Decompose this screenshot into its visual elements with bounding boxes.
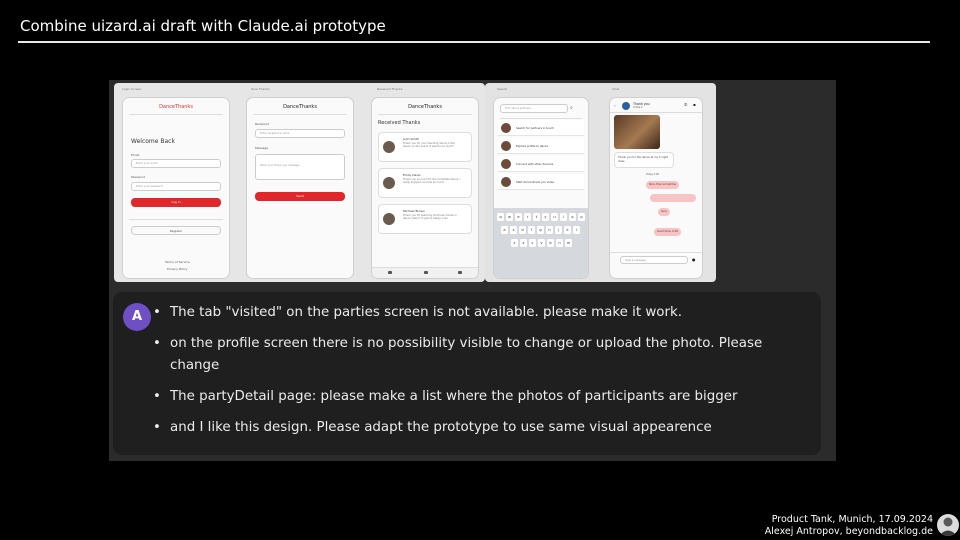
keyboard-key[interactable]: b [547, 239, 554, 247]
card-text: Thank you for teaching me those moves in dance class! I'm just so happy now! [403, 214, 457, 220]
keyboard-key[interactable]: o [569, 213, 576, 221]
keyboard-key[interactable]: r [524, 213, 531, 221]
video-icon[interactable]: ▪ [693, 102, 696, 107]
recipient-field[interactable]: Enter recipient's name [255, 129, 345, 138]
message-bullet: • on the profile screen there is no possibility visible to change or upload the photo. Please change [170, 333, 790, 377]
home-icon[interactable] [388, 271, 392, 274]
outgoing-audio [650, 194, 696, 202]
avatar [501, 177, 511, 187]
list-item[interactable]: Connect with other dancers [498, 156, 584, 172]
phone-give-thanks [246, 97, 354, 279]
event-line: Product Tank, Munich, 17.09.2024 [771, 514, 933, 525]
list-item[interactable]: Start dance thank you video [498, 174, 584, 190]
keyboard-key[interactable]: c [529, 239, 536, 247]
screen-label-give-thanks: Give Thanks [251, 87, 270, 91]
keyboard-key[interactable]: t [533, 213, 540, 221]
keyboard-key[interactable]: w [506, 213, 513, 221]
avatar [501, 141, 511, 151]
login-button[interactable]: Log In [131, 198, 221, 207]
avatar [383, 177, 395, 189]
login-heading: Welcome Back [131, 138, 175, 145]
screen-label-chat: Chat [612, 87, 620, 91]
terms-link[interactable]: Terms of Service [165, 260, 190, 264]
keyboard-key[interactable]: f [528, 226, 535, 234]
phone-chat [609, 97, 703, 279]
author-line: Alexej Antropov, beyondbacklog.de [764, 526, 933, 537]
list-item[interactable] [378, 204, 472, 234]
chat-message [113, 292, 821, 455]
time-label: Today 1:00 [646, 173, 660, 176]
shared-photo[interactable] [614, 115, 660, 149]
app-name: DanceThanks [283, 104, 317, 110]
keyboard-key[interactable]: n [556, 239, 563, 247]
card-name: Michael Brown [403, 209, 425, 213]
send-button[interactable]: Send [255, 192, 345, 201]
card-text: Thank you for your teaching dance in the lesson on the event. It was fun so much! [403, 142, 455, 148]
outgoing-message: Nice, then sometime [646, 181, 679, 189]
screen-label-login: Login Screen [122, 87, 142, 91]
recipient-label: Recipient [255, 122, 269, 126]
incoming-message: Thank you for the dance at my 5 night class [614, 152, 674, 168]
keyboard-key[interactable]: h [546, 226, 553, 234]
list-item[interactable] [378, 132, 472, 162]
title-divider [18, 41, 930, 43]
keyboard-key[interactable]: g [537, 226, 544, 234]
card-text: Thank you so much for the incredible dance. I really enjoyed our time so much. [403, 178, 461, 184]
slide-title: Combine uizard.ai draft with Claude.ai prototype [20, 17, 386, 35]
outgoing-message: Sure [658, 208, 670, 216]
app-name: DanceThanks [408, 104, 442, 110]
message-label: Message [255, 146, 269, 150]
mic-icon[interactable]: ● [692, 257, 696, 262]
keyboard-key[interactable]: q [497, 213, 504, 221]
message-bullet: • The tab "visited" on the parties screen is not available. please make it work. [170, 302, 790, 324]
phone-icon[interactable]: ✆ [684, 102, 688, 107]
keyboard-key[interactable]: m [566, 241, 571, 245]
keyboard-key[interactable]: u [551, 213, 558, 221]
contact-name: Thank you [633, 102, 650, 106]
password-label: Password [131, 175, 146, 179]
keyboard-key[interactable]: x [520, 239, 527, 247]
app-name: DanceThanks [159, 104, 193, 110]
uizard-mockups-left [114, 83, 485, 282]
phone-login [122, 97, 230, 279]
screen-label-received: Received Thanks [377, 87, 403, 91]
message-bullet: • The partyDetail page: please make a list where the photos of participants are bigger [170, 386, 790, 408]
screen-label-search: Search [497, 87, 508, 91]
check-icon[interactable] [424, 271, 428, 274]
back-arrow-icon[interactable]: ‹ [614, 103, 616, 108]
keyboard-key[interactable]: a [501, 226, 508, 234]
avatar [501, 159, 511, 169]
card-name: John Smith [403, 137, 420, 141]
author-avatar [937, 514, 959, 536]
email-label: Email [131, 153, 140, 157]
avatar [501, 123, 511, 133]
keyboard-key[interactable]: d [519, 226, 526, 234]
keyboard-key[interactable]: i [560, 213, 567, 221]
keyboard-key[interactable]: s [510, 226, 517, 234]
card-name: Emily Davis [403, 173, 421, 177]
keyboard-key[interactable]: e [515, 213, 522, 221]
password-field[interactable]: Enter your password [131, 182, 221, 191]
phone-search [493, 97, 589, 279]
on-screen-keyboard[interactable] [494, 208, 588, 278]
message-field[interactable]: Write your thank you message [255, 154, 345, 180]
uizard-mockups-right [485, 83, 716, 282]
bottom-nav [372, 267, 478, 278]
email-field[interactable]: Enter your email [131, 159, 221, 168]
outgoing-message: Good time, 0:20 [654, 228, 681, 236]
message-input[interactable]: Type a message [620, 256, 688, 264]
keyboard-key[interactable]: k [564, 226, 571, 234]
avatar [383, 141, 395, 153]
search-icon[interactable]: ⌕ [570, 105, 573, 111]
slide-footer [765, 514, 933, 538]
contact-avatar [622, 102, 630, 110]
search-input[interactable]: Find dance partners [500, 104, 568, 113]
avatar [383, 213, 395, 225]
received-heading: Received Thanks [378, 120, 421, 126]
keyboard-key[interactable]: z [511, 239, 518, 247]
contact-status: Active 2 [633, 106, 643, 109]
message-bullet-list [170, 302, 790, 448]
keyboard-key[interactable]: j [555, 226, 562, 234]
keyboard-key[interactable]: y [542, 213, 549, 221]
claude-screenshot [109, 80, 836, 461]
user-avatar: A [123, 303, 151, 331]
keyboard-key[interactable]: l [573, 226, 580, 234]
privacy-link[interactable]: Privacy Policy [167, 267, 188, 271]
keyboard-key[interactable]: v [538, 239, 545, 247]
list-item[interactable]: Search for partners in touch [498, 120, 584, 136]
keyboard-key[interactable]: p [578, 213, 585, 221]
heart-icon[interactable] [458, 271, 462, 274]
register-button[interactable]: Register [131, 226, 221, 235]
list-item[interactable] [378, 168, 472, 198]
list-item[interactable]: Explore profile to dance [498, 138, 584, 154]
phone-received-thanks [371, 97, 479, 279]
message-bullet: • and I like this design. Please adapt the prototype to use same visual appearence [170, 417, 790, 439]
